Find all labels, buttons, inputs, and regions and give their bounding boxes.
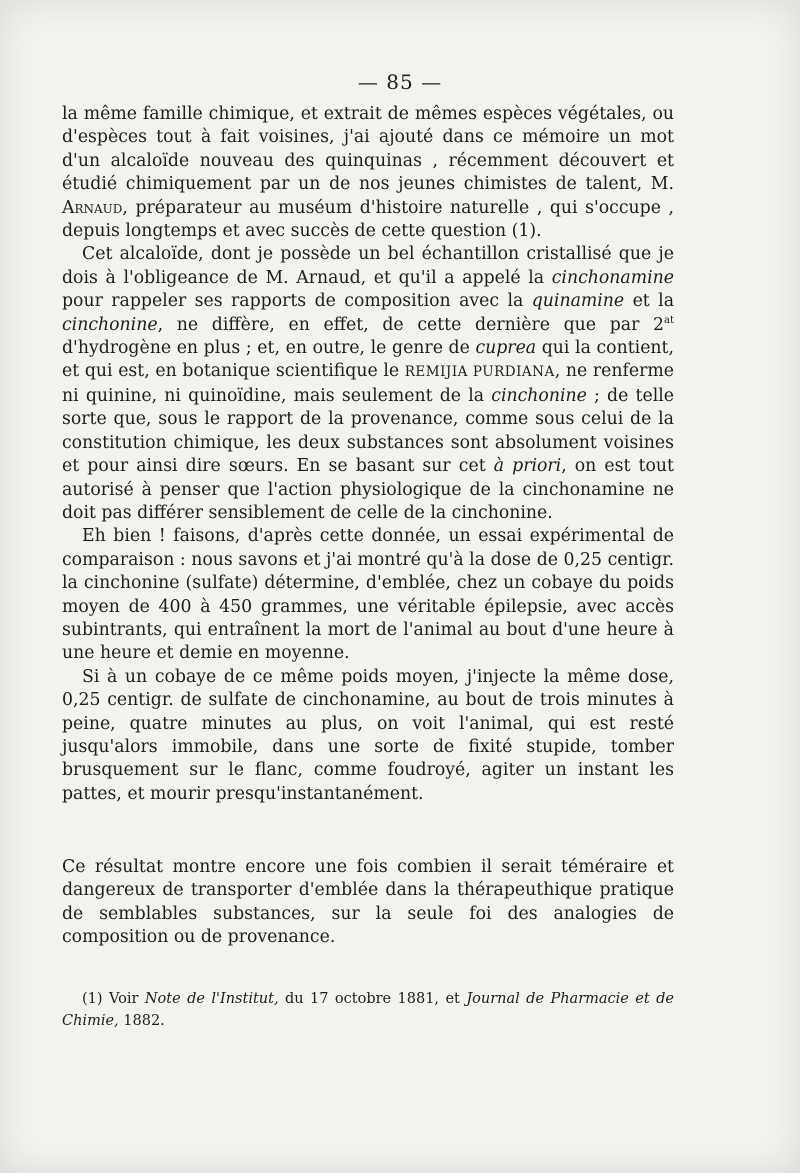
- main-text: [62, 103, 674, 806]
- conclusion-text: [62, 856, 674, 950]
- footnote: [62, 988, 674, 1032]
- italic-title: Note de l'Institut,: [144, 991, 279, 1007]
- author-name: Arnaud: [62, 197, 123, 218]
- italic-term: cuprea: [475, 338, 537, 359]
- text-span: , ne diffère, en effet, de cette dernière que par 2: [157, 314, 665, 335]
- text-span: qui la contient, et qui est, en botanique scientifique le: [62, 338, 674, 382]
- italic-term: à priori: [493, 456, 562, 477]
- text-span: , on est tout autorisé à penser que l'action physiologique de la cinchonamine ne doit pas différer sensiblement de celle de la cinchonine.: [62, 456, 674, 523]
- paragraph-5: Ce résultat montre encore une fois combien il serait téméraire et dangereux de transporter d'emblée dans la thérapeuthique pratique de semblables substances, sur la seule foi des analogies de composition ou de provenance.: [62, 857, 674, 948]
- paragraph-3: Eh bien ! faisons, d'après cette donnée, un essai expérimental de comparaison : nous savons et j'ai montré qu'à la dose de 0,25 centigr. la cinchonine (sulfate) détermine, d'emblée, chez un cobaye du poids moyen de 400 à 450 grammes, une véritable épilepsie, avec accès subintrants, qui entraînent la mort de l'animal au bout d'une heure à une heure et demie en moyenne.: [62, 526, 674, 664]
- paragraph-2: [62, 243, 674, 525]
- text-span: du 17 octobre 1881, et: [278, 991, 467, 1007]
- species-name: REMIJIA PURDIANA: [404, 364, 555, 381]
- italic-term: cinchonamine: [551, 267, 674, 288]
- paragraph-1: [62, 103, 674, 243]
- superscript: at: [664, 314, 674, 326]
- paragraph-4: Si à un cobaye de ce même poids moyen, j'injecte la même dose, 0,25 centigr. de sulfate de cinchonamine, au bout de trois minutes à peine, quatre minutes au plus, on voit l'animal, qui est resté jusqu'alors immobile, dans une sorte de fixité stupide, tomber brusquement sur le flanc, comme foudroyé, agiter un instant les pattes, et mourir presqu'instantanément.: [62, 666, 674, 804]
- italic-title: Journal de Pharmacie et de Chimie,: [62, 991, 674, 1029]
- italic-term: cinchonine: [491, 385, 587, 406]
- page-number: — 85 —: [357, 70, 443, 94]
- italic-term: quinamine: [531, 291, 625, 312]
- text-span: d'hydrogène en plus ; et, en outre, le genre de: [62, 338, 476, 359]
- text-span: , ne renferme ni quinine, ni quinoïdine, mais seulement de la: [62, 361, 674, 406]
- text-span: Cet alcaloïde, dont je possède un bel échantillon cristallisé que je dois à l'obligeance de M. Arnaud, et qu'il a appelé la: [62, 244, 674, 288]
- text-span: et la: [624, 291, 674, 312]
- footnote-text: [62, 988, 674, 1032]
- text-span: la même famille chimique, et extrait de mêmes espèces végétales, ou d'espèces tout à fait voisines, j'ai ajouté dans ce mémoire un mot d'un alcaloïde nouveau des quinquinas , récemment découvert et étudié chimiquement par un de nos jeunes chimistes de talent, M.: [62, 104, 674, 195]
- text-span: pour rappeler ses rapports de composition avec la: [62, 291, 532, 312]
- text-span: ; de telle sorte que, sous le rapport de la provenance, comme sous celui de la constitution chimique, les deux substances sont absolument voisines et pour ainsi dire sœurs. En se basant sur cet: [62, 385, 675, 477]
- text-span: 1882.: [118, 1013, 165, 1029]
- text-span: (1) Voir: [82, 991, 145, 1007]
- italic-term: cinchonine: [62, 314, 158, 335]
- text-span: , préparateur au muséum d'histoire naturelle , qui s'occupe , depuis longtemps et avec succès de cette question (1).: [62, 197, 674, 242]
